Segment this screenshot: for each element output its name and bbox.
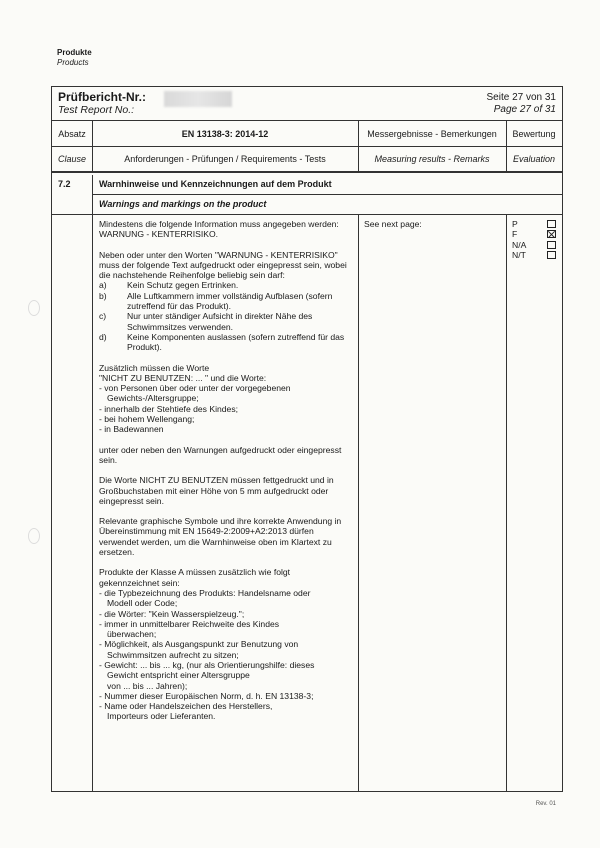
column-header-de bbox=[52, 121, 562, 147]
report-title-en: Test Report No.: bbox=[58, 104, 135, 116]
report-table bbox=[51, 86, 563, 792]
col-eval-en: Evaluation bbox=[512, 154, 556, 164]
requirement-paragraph: Mindestens die folgende Information muss angegeben werden: WARNUNG - KENTERRISIKO. bbox=[99, 219, 339, 240]
report-header bbox=[52, 87, 562, 121]
checkbox-na bbox=[547, 241, 556, 249]
checkbox-p bbox=[547, 220, 556, 228]
eval-option-p: P bbox=[512, 219, 556, 229]
result-remark: See next page: bbox=[364, 219, 422, 229]
report-title-de: Prüfbericht-Nr.: bbox=[58, 90, 147, 104]
requirement-paragraph: Neben oder unter den Worten "WARNUNG - KENTERRISIKO" muss der folgende Text aufgedruckt oder eingepresst sein, wobei die nachstehende Reihenfolge beliebig sein darf: bbox=[99, 249, 347, 281]
page-number-de: Seite 27 von 31 bbox=[486, 92, 556, 103]
checkbox-f-checked bbox=[547, 230, 556, 238]
document-category bbox=[57, 48, 92, 68]
punch-hole-mark bbox=[28, 300, 40, 316]
section-title-de: Warnhinweise und Kennzeichnungen auf dem Produkt bbox=[99, 179, 332, 189]
category-en: Products bbox=[57, 58, 89, 67]
section-title-en: Warnings and markings on the product bbox=[99, 199, 267, 209]
requirement-paragraph: Die Worte NICHT ZU BENUTZEN müssen fettgedruckt und in Großbuchstaben mit einer Höhe von 5 mm aufgedruckt oder eingepresst sein. bbox=[99, 475, 334, 506]
list-item: b) Alle Luftkammern immer vollständig Aufblasen (sofern zutreffend für das Produkt). bbox=[99, 290, 333, 312]
page-number-en: Page 27 of 31 bbox=[493, 104, 556, 115]
evaluation-checkboxes bbox=[512, 219, 556, 260]
redacted-report-number bbox=[164, 91, 232, 107]
list-item: d) Keine Komponenten auslassen (sofern zutreffend für das Produkt). bbox=[99, 331, 345, 353]
eval-option-f: F bbox=[512, 229, 556, 239]
col-results-en: Measuring results - Remarks bbox=[374, 154, 490, 164]
requirement-paragraph: Produkte der Klasse A müssen zusätzlich wie folgt gekennzeichnet sein: - die Typbezeichnung des Produkts: Handelsname oder Modell oder Code; - die Wörter: "Kein Wasserspielzeug."; - immer in unmittelbarer Reichweite des Kindes überwachen; - Möglichkeit, als Ausgangspunkt zur Benutzung von Schwimmsitzen aufrecht zu sitzen; - Gewicht: ... bis ... kg, (nur als Orientierungshilfe: dieses Gewicht entspricht einer Altersgruppe von ... bis ... Jahren); - Nummer dieser Europäischen Norm, d. h. EN 13138-3; - Name oder Handelszeichen des Herstellers, Importeurs oder Lieferanten. bbox=[99, 567, 315, 722]
checkbox-nt bbox=[547, 251, 556, 259]
eval-option-nt: N/T bbox=[512, 250, 556, 260]
requirement-paragraph: Zusätzlich müssen die Worte "NICHT ZU BENUTZEN: ... " und die Worte: - von Personen über oder unter der vorgegebenen Gewichts-/Altersgruppe; - innerhalb der Stehtiefe des Kindes; - bei hohem Wellengang; - in Badewannen bbox=[99, 362, 291, 435]
warning-list bbox=[99, 280, 354, 352]
col-clause-en: Clause bbox=[57, 154, 86, 164]
section-number: 7.2 bbox=[58, 179, 71, 189]
col-results-de: Messergebnisse - Bemerkungen bbox=[367, 128, 497, 139]
requirement-paragraph: Relevante graphische Symbole und ihre korrekte Anwendung in Übereinstimmung mit EN 15649-2:2009+A2:2013 dürfen verwendet werden, um die Warnhinweise oben im Klartext zu ersetzen. bbox=[99, 516, 342, 558]
category-de: Produkte bbox=[57, 48, 92, 57]
col-eval-de: Bewertung bbox=[512, 128, 556, 139]
punch-hole-mark bbox=[28, 528, 40, 544]
requirements-text bbox=[99, 219, 354, 722]
list-item: a) Kein Schutz gegen Ertrinken. bbox=[99, 280, 239, 291]
col-clause-de: Absatz bbox=[58, 128, 86, 139]
col-requirements: Anforderungen - Prüfungen / Requirements - Tests bbox=[124, 154, 326, 164]
eval-option-na: N/A bbox=[512, 240, 556, 250]
column-header-en bbox=[52, 147, 562, 173]
col-standard: EN 13138-3: 2014-12 bbox=[181, 128, 269, 139]
section-heading-row bbox=[52, 175, 562, 215]
requirement-paragraph: unter oder neben den Warnungen aufgedruckt oder eingepresst sein. bbox=[99, 444, 342, 465]
revision-label: Rev. 01 bbox=[535, 801, 556, 807]
list-item: c) Nur unter ständiger Aufsicht in direkter Nähe des Schwimmsitzes verwenden. bbox=[99, 311, 313, 332]
